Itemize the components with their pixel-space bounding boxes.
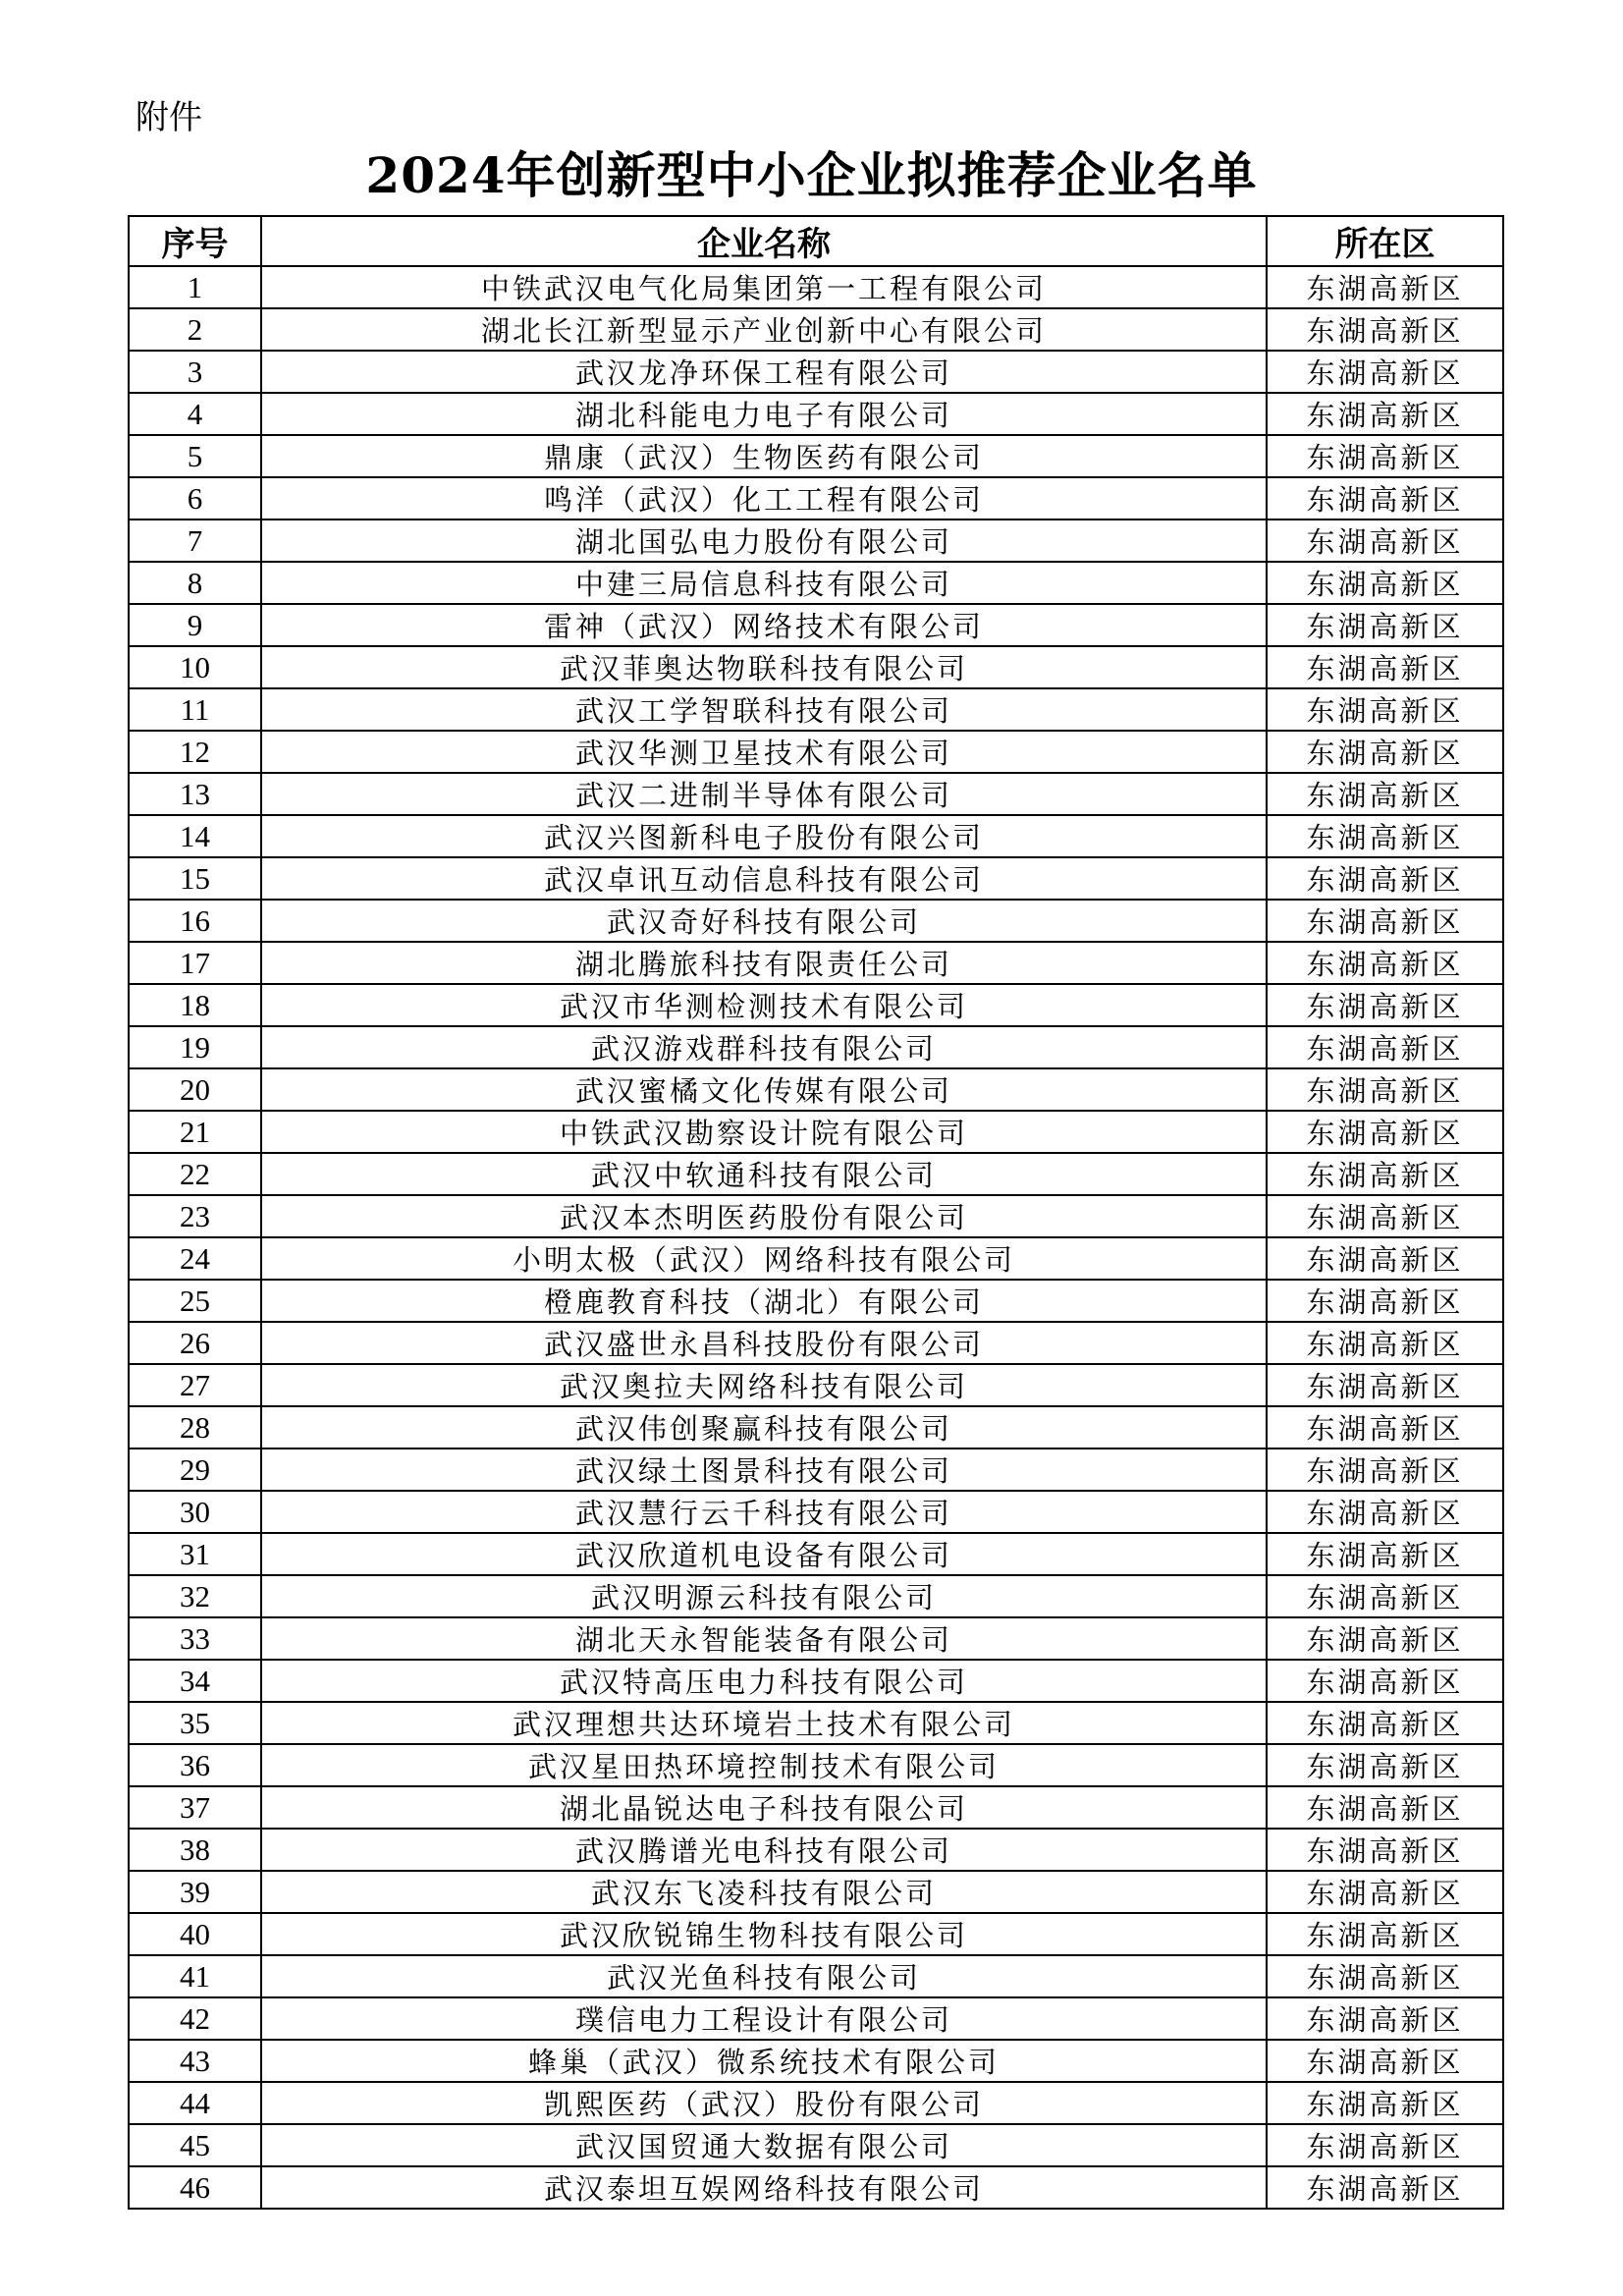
table-row <box>129 815 1503 857</box>
district-name: 东湖高新区 <box>1267 1997 1503 2040</box>
row-number: 45 <box>129 2124 261 2166</box>
company-name: 湖北天永智能装备有限公司 <box>261 1617 1267 1660</box>
table-row <box>129 266 1503 308</box>
company-name: 武汉华测卫星技术有限公司 <box>261 731 1267 773</box>
row-number: 14 <box>129 815 261 857</box>
row-number: 13 <box>129 773 261 815</box>
header-district: 所在区 <box>1267 216 1503 266</box>
company-name: 武汉菲奥达物联科技有限公司 <box>261 646 1267 688</box>
table-row <box>129 2040 1503 2082</box>
row-number: 35 <box>129 1702 261 1744</box>
district-name: 东湖高新区 <box>1267 1280 1503 1322</box>
district-name: 东湖高新区 <box>1267 1068 1503 1111</box>
district-name: 东湖高新区 <box>1267 604 1503 646</box>
row-number: 41 <box>129 1955 261 1997</box>
district-name: 东湖高新区 <box>1267 1871 1503 1913</box>
company-name: 璞信电力工程设计有限公司 <box>261 1997 1267 2040</box>
district-name: 东湖高新区 <box>1267 646 1503 688</box>
district-name: 东湖高新区 <box>1267 857 1503 900</box>
district-name: 东湖高新区 <box>1267 900 1503 942</box>
row-number: 21 <box>129 1111 261 1153</box>
row-number: 19 <box>129 1026 261 1068</box>
table-row <box>129 1575 1503 1617</box>
row-number: 18 <box>129 984 261 1026</box>
table-row <box>129 1786 1503 1829</box>
table-row <box>129 604 1503 646</box>
row-number: 24 <box>129 1237 261 1280</box>
company-name: 雷神（武汉）网络技术有限公司 <box>261 604 1267 646</box>
district-name: 东湖高新区 <box>1267 1829 1503 1871</box>
row-number: 1 <box>129 266 261 308</box>
company-name: 武汉龙净环保工程有限公司 <box>261 351 1267 393</box>
company-name: 湖北科能电力电子有限公司 <box>261 393 1267 435</box>
company-name: 鸣洋（武汉）化工工程有限公司 <box>261 477 1267 519</box>
table-row <box>129 519 1503 562</box>
table-row <box>129 773 1503 815</box>
document-title: 2024年创新型中小企业拟推荐企业名单 <box>365 146 1258 204</box>
district-name: 东湖高新区 <box>1267 1575 1503 1617</box>
row-number: 9 <box>129 604 261 646</box>
table-row <box>129 1997 1503 2040</box>
row-number: 39 <box>129 1871 261 1913</box>
row-number: 30 <box>129 1491 261 1533</box>
table-row <box>129 2166 1503 2209</box>
company-name: 武汉二进制半导体有限公司 <box>261 773 1267 815</box>
row-number: 28 <box>129 1406 261 1449</box>
company-name: 武汉欣道机电设备有限公司 <box>261 1533 1267 1575</box>
enterprise-table <box>128 215 1504 2210</box>
company-name: 武汉兴图新科电子股份有限公司 <box>261 815 1267 857</box>
district-name: 东湖高新区 <box>1267 1153 1503 1195</box>
company-name: 武汉光鱼科技有限公司 <box>261 1955 1267 1997</box>
row-number: 5 <box>129 435 261 477</box>
company-name: 武汉奥拉夫网络科技有限公司 <box>261 1364 1267 1406</box>
row-number: 20 <box>129 1068 261 1111</box>
table-row <box>129 1026 1503 1068</box>
district-name: 东湖高新区 <box>1267 1491 1503 1533</box>
district-name: 东湖高新区 <box>1267 435 1503 477</box>
table-row <box>129 942 1503 984</box>
company-name: 湖北晶锐达电子科技有限公司 <box>261 1786 1267 1829</box>
table-row <box>129 1280 1503 1322</box>
table-row <box>129 1237 1503 1280</box>
table-row <box>129 2082 1503 2124</box>
table-row <box>129 1322 1503 1364</box>
company-name: 武汉盛世永昌科技股份有限公司 <box>261 1322 1267 1364</box>
row-number: 37 <box>129 1786 261 1829</box>
row-number: 40 <box>129 1913 261 1955</box>
attachment-label: 附件 <box>135 98 202 137</box>
row-number: 46 <box>129 2166 261 2209</box>
company-name: 武汉星田热环境控制技术有限公司 <box>261 1744 1267 1786</box>
row-number: 29 <box>129 1449 261 1491</box>
district-name: 东湖高新区 <box>1267 1406 1503 1449</box>
table-row <box>129 435 1503 477</box>
table-row <box>129 1153 1503 1195</box>
table-row <box>129 1111 1503 1153</box>
company-name: 中建三局信息科技有限公司 <box>261 562 1267 604</box>
district-name: 东湖高新区 <box>1267 1364 1503 1406</box>
row-number: 23 <box>129 1195 261 1237</box>
district-name: 东湖高新区 <box>1267 2040 1503 2082</box>
district-name: 东湖高新区 <box>1267 308 1503 351</box>
district-name: 东湖高新区 <box>1267 1195 1503 1237</box>
table-row <box>129 1449 1503 1491</box>
district-name: 东湖高新区 <box>1267 984 1503 1026</box>
company-name: 凯熙医药（武汉）股份有限公司 <box>261 2082 1267 2124</box>
table-row <box>129 900 1503 942</box>
district-name: 东湖高新区 <box>1267 266 1503 308</box>
row-number: 16 <box>129 900 261 942</box>
table-row <box>129 1829 1503 1871</box>
row-number: 4 <box>129 393 261 435</box>
table-row <box>129 1955 1503 1997</box>
company-name: 武汉欣锐锦生物科技有限公司 <box>261 1913 1267 1955</box>
row-number: 32 <box>129 1575 261 1617</box>
company-name: 武汉理想共达环境岩土技术有限公司 <box>261 1702 1267 1744</box>
district-name: 东湖高新区 <box>1267 1913 1503 1955</box>
row-number: 33 <box>129 1617 261 1660</box>
table-row <box>129 688 1503 731</box>
company-name: 武汉东飞凌科技有限公司 <box>261 1871 1267 1913</box>
header-name: 企业名称 <box>261 216 1267 266</box>
district-name: 东湖高新区 <box>1267 2082 1503 2124</box>
table-row <box>129 351 1503 393</box>
row-number: 6 <box>129 477 261 519</box>
row-number: 7 <box>129 519 261 562</box>
table-row <box>129 1406 1503 1449</box>
company-name: 武汉卓讯互动信息科技有限公司 <box>261 857 1267 900</box>
district-name: 东湖高新区 <box>1267 1617 1503 1660</box>
district-name: 东湖高新区 <box>1267 477 1503 519</box>
row-number: 38 <box>129 1829 261 1871</box>
district-name: 东湖高新区 <box>1267 1702 1503 1744</box>
row-number: 44 <box>129 2082 261 2124</box>
table-row <box>129 1913 1503 1955</box>
district-name: 东湖高新区 <box>1267 1955 1503 1997</box>
row-number: 42 <box>129 1997 261 2040</box>
table-row <box>129 646 1503 688</box>
table-row <box>129 731 1503 773</box>
table-row <box>129 1871 1503 1913</box>
table-header <box>129 216 1503 266</box>
header-no: 序号 <box>129 216 261 266</box>
company-name: 武汉工学智联科技有限公司 <box>261 688 1267 731</box>
row-number: 8 <box>129 562 261 604</box>
row-number: 25 <box>129 1280 261 1322</box>
company-name: 湖北长江新型显示产业创新中心有限公司 <box>261 308 1267 351</box>
table-row <box>129 477 1503 519</box>
company-name: 湖北国弘电力股份有限公司 <box>261 519 1267 562</box>
table-body <box>129 266 1503 2209</box>
company-name: 武汉市华测检测技术有限公司 <box>261 984 1267 1026</box>
row-number: 31 <box>129 1533 261 1575</box>
district-name: 东湖高新区 <box>1267 562 1503 604</box>
table-row <box>129 1533 1503 1575</box>
company-name: 武汉绿土图景科技有限公司 <box>261 1449 1267 1491</box>
company-name: 中铁武汉电气化局集团第一工程有限公司 <box>261 266 1267 308</box>
district-name: 东湖高新区 <box>1267 1744 1503 1786</box>
row-number: 11 <box>129 688 261 731</box>
table-row <box>129 1702 1503 1744</box>
table-row <box>129 1744 1503 1786</box>
row-number: 26 <box>129 1322 261 1364</box>
district-name: 东湖高新区 <box>1267 393 1503 435</box>
company-name: 武汉特高压电力科技有限公司 <box>261 1660 1267 1702</box>
row-number: 2 <box>129 308 261 351</box>
header-row <box>129 216 1503 266</box>
row-number: 17 <box>129 942 261 984</box>
district-name: 东湖高新区 <box>1267 773 1503 815</box>
table-row <box>129 393 1503 435</box>
table-row <box>129 1068 1503 1111</box>
company-name: 武汉慧行云千科技有限公司 <box>261 1491 1267 1533</box>
company-name: 橙鹿教育科技（湖北）有限公司 <box>261 1280 1267 1322</box>
company-name: 武汉游戏群科技有限公司 <box>261 1026 1267 1068</box>
table-row <box>129 1617 1503 1660</box>
company-name: 武汉腾谱光电科技有限公司 <box>261 1829 1267 1871</box>
company-name: 武汉伟创聚赢科技有限公司 <box>261 1406 1267 1449</box>
district-name: 东湖高新区 <box>1267 1322 1503 1364</box>
row-number: 12 <box>129 731 261 773</box>
row-number: 36 <box>129 1744 261 1786</box>
table-row <box>129 857 1503 900</box>
company-name: 武汉奇好科技有限公司 <box>261 900 1267 942</box>
table-row <box>129 1364 1503 1406</box>
row-number: 27 <box>129 1364 261 1406</box>
district-name: 东湖高新区 <box>1267 1660 1503 1702</box>
company-name: 蜂巢（武汉）微系统技术有限公司 <box>261 2040 1267 2082</box>
district-name: 东湖高新区 <box>1267 519 1503 562</box>
company-name: 湖北腾旅科技有限责任公司 <box>261 942 1267 984</box>
company-name: 小明太极（武汉）网络科技有限公司 <box>261 1237 1267 1280</box>
company-name: 武汉中软通科技有限公司 <box>261 1153 1267 1195</box>
table-row <box>129 562 1503 604</box>
row-number: 15 <box>129 857 261 900</box>
table-row <box>129 1195 1503 1237</box>
table-row <box>129 1660 1503 1702</box>
company-name: 武汉泰坦互娱网络科技有限公司 <box>261 2166 1267 2209</box>
row-number: 34 <box>129 1660 261 1702</box>
table-row <box>129 1491 1503 1533</box>
district-name: 东湖高新区 <box>1267 688 1503 731</box>
district-name: 东湖高新区 <box>1267 351 1503 393</box>
company-name: 武汉本杰明医药股份有限公司 <box>261 1195 1267 1237</box>
district-name: 东湖高新区 <box>1267 815 1503 857</box>
district-name: 东湖高新区 <box>1267 731 1503 773</box>
district-name: 东湖高新区 <box>1267 1111 1503 1153</box>
company-name: 武汉蜜橘文化传媒有限公司 <box>261 1068 1267 1111</box>
district-name: 东湖高新区 <box>1267 1533 1503 1575</box>
district-name: 东湖高新区 <box>1267 1786 1503 1829</box>
company-name: 鼎康（武汉）生物医药有限公司 <box>261 435 1267 477</box>
row-number: 10 <box>129 646 261 688</box>
company-name: 中铁武汉勘察设计院有限公司 <box>261 1111 1267 1153</box>
district-name: 东湖高新区 <box>1267 1026 1503 1068</box>
row-number: 22 <box>129 1153 261 1195</box>
district-name: 东湖高新区 <box>1267 942 1503 984</box>
table-row <box>129 984 1503 1026</box>
row-number: 43 <box>129 2040 261 2082</box>
row-number: 3 <box>129 351 261 393</box>
table-row <box>129 308 1503 351</box>
district-name: 东湖高新区 <box>1267 1237 1503 1280</box>
company-name: 武汉国贸通大数据有限公司 <box>261 2124 1267 2166</box>
district-name: 东湖高新区 <box>1267 2124 1503 2166</box>
district-name: 东湖高新区 <box>1267 1449 1503 1491</box>
district-name: 东湖高新区 <box>1267 2166 1503 2209</box>
company-name: 武汉明源云科技有限公司 <box>261 1575 1267 1617</box>
table-row <box>129 2124 1503 2166</box>
